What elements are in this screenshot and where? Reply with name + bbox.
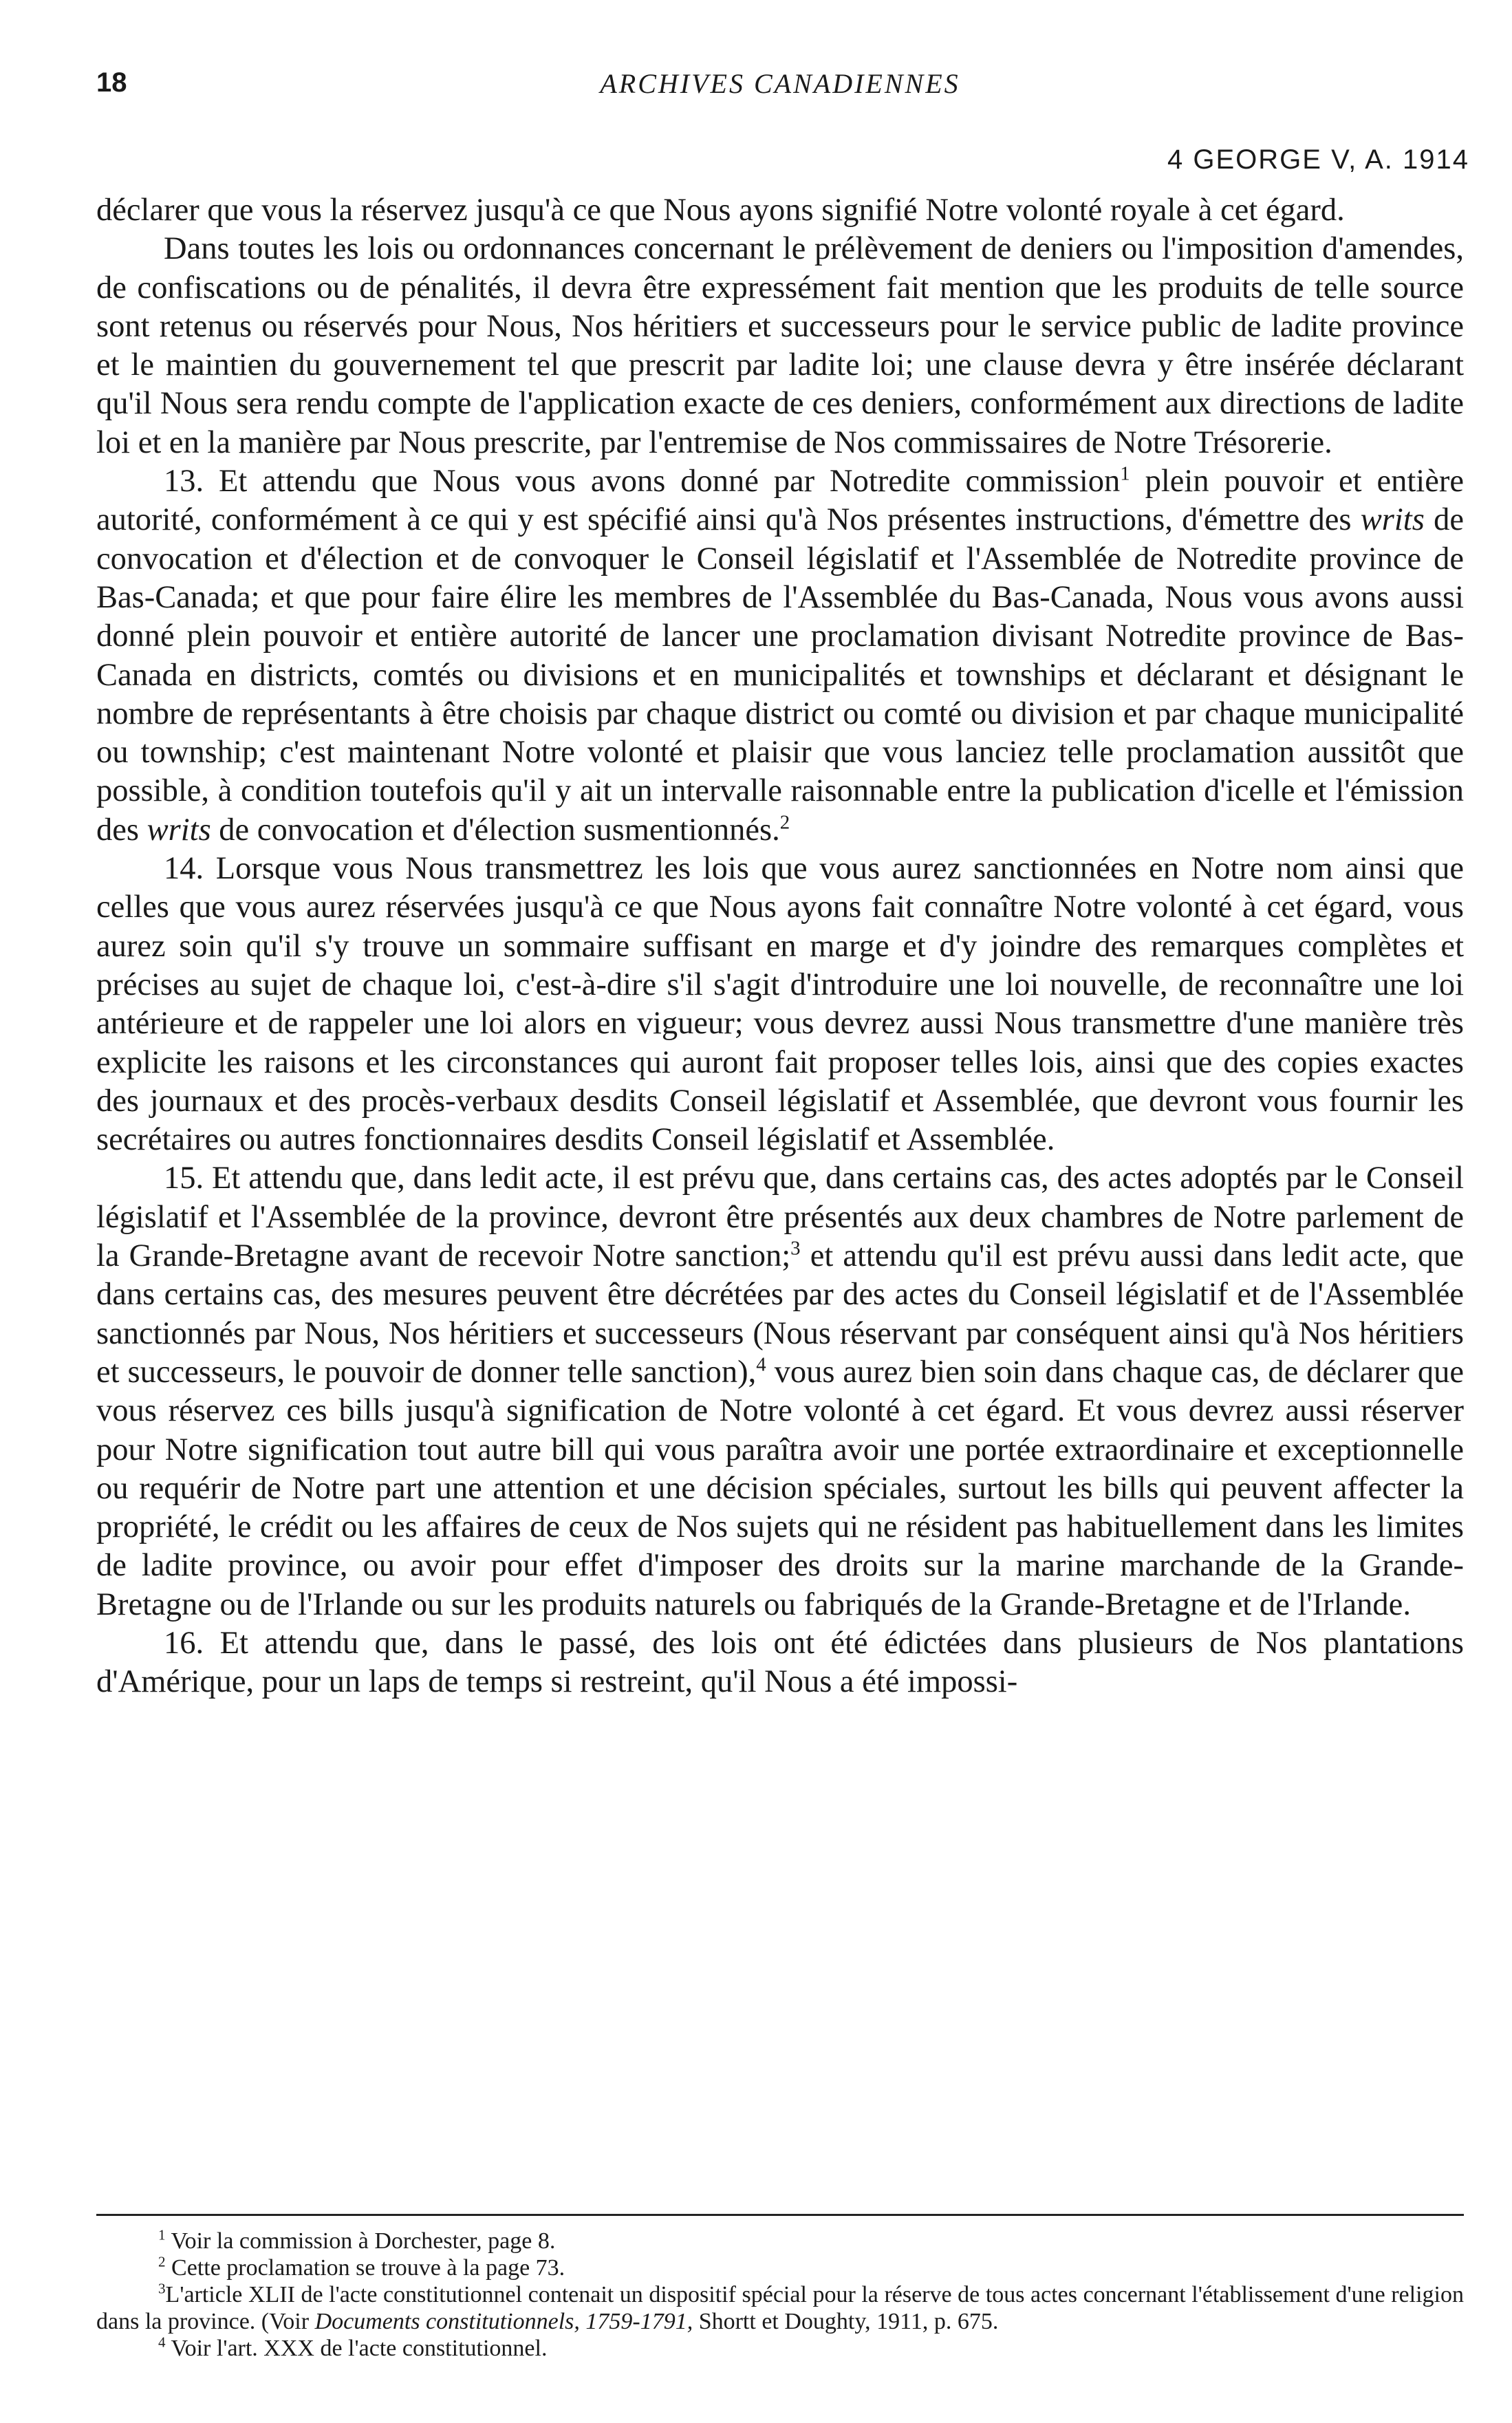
footnote-number: 4 xyxy=(158,2334,166,2351)
footnote-ref-3: 3 xyxy=(790,1237,801,1260)
paragraph-14: 14. Lorsque vous Nous transmettrez les lois que vous aurez sanctionnées en Notre nom ainsi que celles que vous aurez réservées jusqu'à ce que Nous ayons fait connaître Notre volonté à cet égard, vous aurez soin qu'il s'y trouve un sommaire suffisant en marge et d'y joindre des remarques complètes et précises au sujet de chaque loi, c'est-à-dire s'il s'agit d'introduire une loi nouvelle, de reconnaître une loi antérieure et de rappeler une loi alors en vigueur; vous devrez aussi Nous transmettre d'une manière très explicite les raisons et les circonstances qui auront fait proposer telles lois, ainsi que des copies exactes des journaux et des procès-verbaux desdits Conseil législatif et Assemblée, que devront vous fournir les secrétaires ou autres fonctionnaires desdits Conseil législatif et Assemblée. xyxy=(96,851,1464,1158)
footnote-ref-2: 2 xyxy=(779,811,790,834)
footnote-text: Cette proclamation se trouve à la page 73. xyxy=(171,2255,565,2281)
session-label: 4 GEORGE V, A. 1914 xyxy=(1167,144,1469,175)
footnote-ref-1: 1 xyxy=(1120,462,1130,485)
footnote-text: Voir la commission à Dorchester, page 8. xyxy=(171,2228,556,2254)
footnotes xyxy=(96,2228,1464,2362)
running-title: ARCHIVES CANADIENNES xyxy=(600,68,960,99)
footnote-number: 3 xyxy=(158,2280,166,2297)
paragraph-15-text-c: vous aurez bien soin dans chaque cas, de déclarer que vous réservez ces bills jusqu'à signification de Notre volonté à cet égard. Et vous devrez aussi réserver pour Notre signification tout autre bill qui vous paraîtra avoir une portée extraordinaire et exceptionnelle ou requérir de Notre part une attention et une décision spéciales, surtout les bills qui peuvent affecter la propriété, le crédit ou les affaires de ceux de Nos sujets qui ne résident pas habituellement dans les limites de ladite province, ou avoir pour effet d'imposer des droits sur la marine marchande de la Grande-Bretagne ou de l'Irlande ou sur les produits naturels ou fabriqués de la Grande-Bretagne et de l'Irlande. xyxy=(96,1354,1464,1622)
paragraph-continued: déclarer que vous la réservez jusqu'à ce que Nous ayons signifié Notre volonté royale à cet égard. xyxy=(96,193,1345,228)
paragraph-13-text-d: de convocation et d'élection susmentionnés. xyxy=(210,812,780,848)
footnote-divider xyxy=(96,2214,1464,2216)
footnote-2 xyxy=(96,2254,1464,2281)
writs-term: writs xyxy=(1360,502,1425,538)
footnote-text: Shortt et Doughty, 1911, p. 675. xyxy=(693,2309,999,2334)
paragraph-13-text-b: plein pouvoir et entière autorité, conformément à ce qui y est spécifié ainsi qu'à Nos présentes instructions, d'émettre des xyxy=(96,464,1464,538)
footnote-4 xyxy=(96,2335,1464,2362)
footnote-text: L'article XLII de l'acte constitutionnel contenait un dispositif spécial pour la réserve de tous actes concernant l'établissement d'une religion dans la province. (Voir xyxy=(96,2282,1464,2334)
paragraph-15-text-a: 15. Et attendu que, dans ledit acte, il est prévu que, dans certains cas, des actes adoptés par le Conseil législatif et l'Assemblée de la province, devront être présentés aux deux chambres de Notre parlement de la Grande-Bretagne avant de recevoir Notre sanction; xyxy=(96,1161,1464,1274)
cited-work-title: Documents constitutionnels, 1759-1791, xyxy=(314,2309,693,2334)
footnote-ref-4: 4 xyxy=(756,1353,766,1376)
body-text xyxy=(96,191,1464,1702)
page-number: 18 xyxy=(96,67,127,98)
footnote-text: Voir l'art. XXX de l'acte constitutionnel. xyxy=(171,2336,548,2361)
paragraph-deniers: Dans toutes les lois ou ordonnances concernant le prélèvement de deniers ou l'imposition d'amendes, de confiscations ou de pénalités, il devra être expressément fait mention que les produits de telle source sont retenus ou réservés pour Nous, Nos héritiers et successeurs pour le service public de ladite province et le maintien du gouvernement tel que prescrit par ladite loi; une clause devra y être insérée déclarant qu'il Nous sera rendu compte de l'application exacte de ces deniers, conformément aux directions de ladite loi et en la manière par Nous prescrite, par l'entremise de Nos commissaires de Notre Trésorerie. xyxy=(96,231,1464,460)
paragraph-13-text-a: 13. Et attendu que Nous vous avons donné par Notredite commission xyxy=(164,464,1121,499)
page-header xyxy=(96,67,1464,109)
paragraph-13 xyxy=(96,462,1464,850)
paragraph-13-text-c: de convocation et d'élection et de convoquer le Conseil législatif et l'Assemblée de Notredite province de Bas-Canada; et que pour faire élire les membres de l'Assemblée du Bas-Canada, Nous vous avons aussi donné plein pouvoir et entière autorité de lancer une proclamation divisant Notredite province de Bas-Canada en districts, comtés ou divisions et en municipalités et townships et déclarant et désignant le nombre de représentants à être choisis par chaque district ou comté ou division et par chaque municipalité ou township; c'est maintenant Notre volonté et plaisir que vous lanciez telle proclamation aussitôt que possible, à condition toutefois qu'il y ait un intervalle raisonnable entre la publication d'icelle et l'émission des xyxy=(96,502,1464,848)
footnote-number: 1 xyxy=(158,2226,166,2243)
footnote-number: 2 xyxy=(158,2253,166,2270)
paragraph-15-text-b: et attendu qu'il est prévu aussi dans ledit acte, que dans certains cas, des mesures peuvent être décrétées par des actes du Conseil législatif et de l'Assemblée sanctionnés par Nous, Nos héritiers et successeurs (Nous réservant par conséquent ainsi qu'à Nos héritiers et successeurs, le pouvoir de donner telle sanction), xyxy=(96,1238,1464,1390)
footnote-1 xyxy=(96,2228,1464,2254)
paragraph-15 xyxy=(96,1159,1464,1624)
footnote-3 xyxy=(96,2281,1464,2335)
paragraph-16: 16. Et attendu que, dans le passé, des lois ont été édictées dans plusieurs de Nos plantations d'Amérique, pour un laps de temps si restreint, qu'il Nous a été impossi- xyxy=(96,1625,1464,1700)
writs-term: writs xyxy=(147,812,211,848)
